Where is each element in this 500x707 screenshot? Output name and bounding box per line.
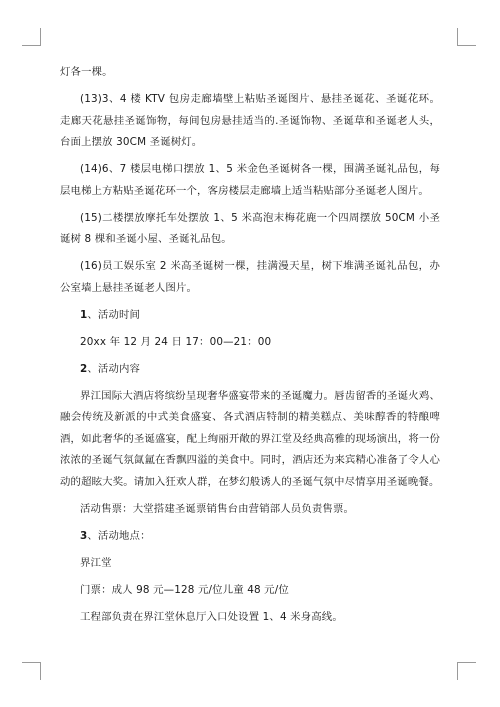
crop-mark-top-right	[458, 45, 476, 46]
paragraph: 门票：成人 98 元—128 元/位儿童 48 元/位	[80, 583, 289, 596]
crop-mark-bottom-left	[22, 662, 40, 663]
paragraph: 灯各一棵。	[60, 66, 113, 78]
section-number: 1	[80, 308, 88, 321]
section-heading	[60, 526, 440, 548]
document-body	[60, 62, 440, 628]
paragraph: 工程部负责在界江堂休息厅入口处设置 1、4 米身高线。	[80, 610, 343, 623]
section-heading	[60, 305, 440, 327]
crop-mark-top-right	[457, 28, 458, 46]
section-heading-text: 、活动内容	[87, 362, 141, 375]
crop-mark-bottom-right	[458, 662, 476, 663]
paragraph: (14)6、7 楼层电梯口摆放 1、5 米金色圣诞树各一棵，围满圣诞礼品包，每层电梯上方粘贴圣诞花环一个，客房楼层走廊墙上适当粘贴部分圣诞老人图片。	[60, 163, 440, 197]
section-number: 2	[80, 362, 88, 375]
paragraph: 20xx 年 12 月 24 日 17：00—21：00	[80, 335, 272, 348]
paragraph: (16)员工娱乐室 2 米高圣诞树一棵，挂满漫天星，树下堆满圣诞礼品包，办公室墙上悬挂圣诞老人图片。	[60, 260, 440, 294]
section-heading-text: 、活动地点：	[87, 529, 151, 542]
paragraph: 界江国际大酒店将缤纷呈现奢华盛宴带来的圣诞魔力。唇齿留香的圣诞火鸡、融会传统及新派的中式美食盛宴、各式酒店特制的精美糕点、美味醇香的特酿啤酒，如此奢华的圣诞盛宴，配上绚丽开敞的界江堂及经典高雅的现场演出，将一份浓浓的圣诞气氛氤氲在香飘四溢的美食中。同时，酒店还为来宾精心准备了令人心动的超眩大奖。请加入狂欢人群，在梦幻般诱人的圣诞气氛中尽情享用圣诞晚餐。	[60, 389, 440, 488]
crop-mark-top-left	[22, 45, 40, 46]
section-heading	[60, 359, 440, 381]
section-number: 3	[80, 529, 88, 542]
paragraph: 活动售票：大堂搭建圣诞票销售台由营销部人员负责售票。	[80, 502, 355, 515]
paragraph: 界江堂	[80, 556, 112, 569]
crop-mark-bottom-right	[457, 662, 458, 680]
section-heading-text: 、活动时间	[87, 308, 141, 321]
paragraph: (13)3、4 楼 KTV 包房走廊墙壁上粘贴圣诞图片、悬挂圣诞花、圣诞花环。走廊天花悬挂圣诞饰物，每间包房悬挂适当的.圣诞饰物、圣诞草和圣诞老人头，台面上摆放 30CM 圣诞树灯。	[60, 93, 440, 148]
crop-mark-top-left	[40, 28, 41, 46]
paragraph: (15)二楼摆放摩托车处摆放 1、5 米高泡末梅花鹿一个四周摆放 50CM 小圣诞树 8 棵和圣诞小屋、圣诞礼品包。	[60, 211, 440, 245]
crop-mark-bottom-left	[40, 662, 41, 680]
